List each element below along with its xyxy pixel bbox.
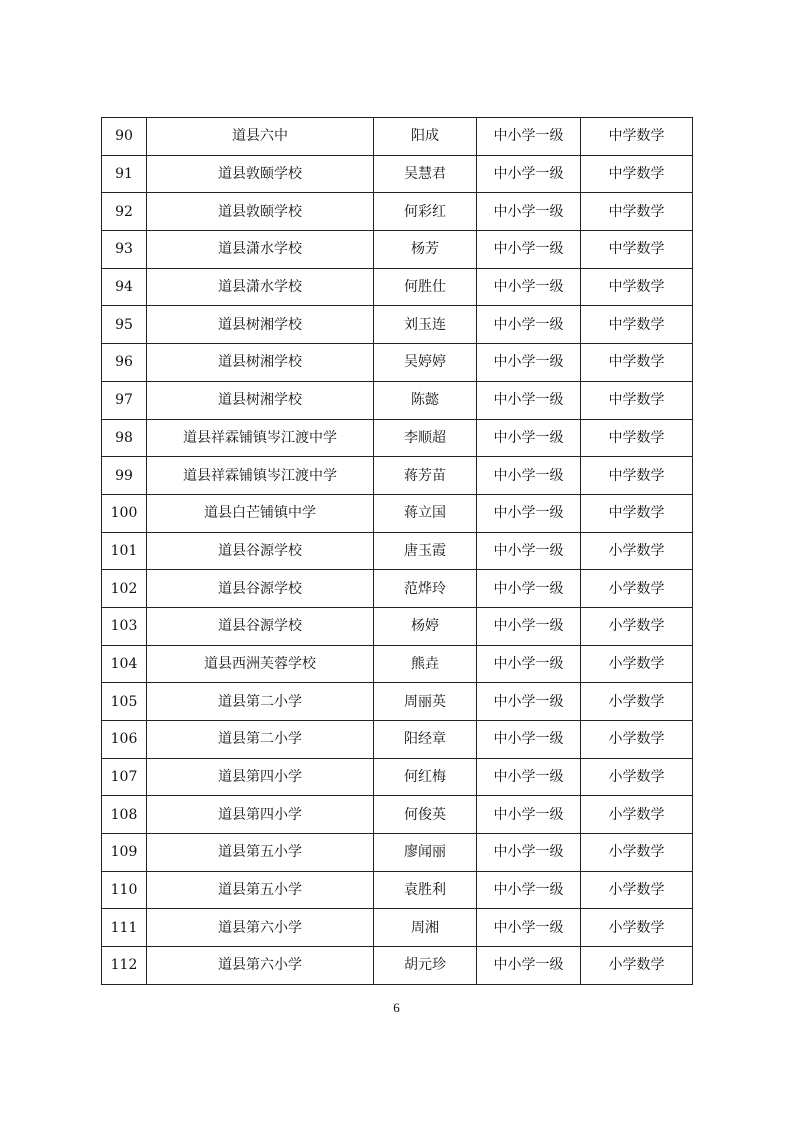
school-cell: 道县谷源学校 (147, 607, 374, 645)
subject-cell: 小学数学 (581, 909, 693, 947)
title-cell: 中小学一级 (477, 344, 581, 382)
row-number-cell: 91 (102, 155, 147, 193)
subject-cell: 小学数学 (581, 645, 693, 683)
title-cell: 中小学一级 (477, 381, 581, 419)
teacher-name-cell: 阳经章 (374, 721, 477, 759)
table-row (102, 457, 693, 495)
subject-cell: 中学数学 (581, 381, 693, 419)
teacher-name-cell: 阳成 (374, 118, 477, 156)
roster-table-body (102, 118, 693, 985)
table-row (102, 645, 693, 683)
school-cell: 道县敦颐学校 (147, 155, 374, 193)
school-cell: 道县西洲芙蓉学校 (147, 645, 374, 683)
title-cell: 中小学一级 (477, 494, 581, 532)
row-number-cell: 99 (102, 457, 147, 495)
school-cell: 道县第四小学 (147, 758, 374, 796)
teacher-name-cell: 杨芳 (374, 231, 477, 269)
row-number-cell: 98 (102, 419, 147, 457)
teacher-name-cell: 吴婷婷 (374, 344, 477, 382)
table-row (102, 494, 693, 532)
title-cell: 中小学一级 (477, 419, 581, 457)
subject-cell: 中学数学 (581, 344, 693, 382)
subject-cell: 小学数学 (581, 758, 693, 796)
teacher-name-cell: 袁胜利 (374, 871, 477, 909)
row-number-cell: 96 (102, 344, 147, 382)
subject-cell: 中学数学 (581, 268, 693, 306)
row-number-cell: 105 (102, 683, 147, 721)
title-cell: 中小学一级 (477, 231, 581, 269)
teacher-name-cell: 何胜仕 (374, 268, 477, 306)
row-number-cell: 107 (102, 758, 147, 796)
subject-cell: 小学数学 (581, 721, 693, 759)
subject-cell: 中学数学 (581, 231, 693, 269)
row-number-cell: 90 (102, 118, 147, 156)
table-row (102, 758, 693, 796)
teacher-name-cell: 周丽英 (374, 683, 477, 721)
teacher-name-cell: 唐玉霞 (374, 532, 477, 570)
school-cell: 道县第六小学 (147, 947, 374, 985)
title-cell: 中小学一级 (477, 721, 581, 759)
teacher-name-cell: 陈懿 (374, 381, 477, 419)
table-row (102, 721, 693, 759)
table-row (102, 306, 693, 344)
subject-cell: 中学数学 (581, 419, 693, 457)
title-cell: 中小学一级 (477, 758, 581, 796)
teacher-name-cell: 刘玉连 (374, 306, 477, 344)
table-row (102, 231, 693, 269)
row-number-cell: 111 (102, 909, 147, 947)
table-row (102, 570, 693, 608)
row-number-cell: 95 (102, 306, 147, 344)
subject-cell: 中学数学 (581, 306, 693, 344)
school-cell: 道县谷源学校 (147, 532, 374, 570)
school-cell: 道县第五小学 (147, 834, 374, 872)
title-cell: 中小学一级 (477, 457, 581, 495)
title-cell: 中小学一级 (477, 909, 581, 947)
teacher-name-cell: 杨婷 (374, 607, 477, 645)
school-cell: 道县潇水学校 (147, 268, 374, 306)
subject-cell: 小学数学 (581, 871, 693, 909)
title-cell: 中小学一级 (477, 947, 581, 985)
subject-cell: 中学数学 (581, 118, 693, 156)
title-cell: 中小学一级 (477, 532, 581, 570)
teacher-name-cell: 廖闻丽 (374, 834, 477, 872)
school-cell: 道县第二小学 (147, 683, 374, 721)
title-cell: 中小学一级 (477, 306, 581, 344)
title-cell: 中小学一级 (477, 871, 581, 909)
table-row (102, 607, 693, 645)
subject-cell: 小学数学 (581, 834, 693, 872)
school-cell: 道县六中 (147, 118, 374, 156)
school-cell: 道县第四小学 (147, 796, 374, 834)
subject-cell: 小学数学 (581, 796, 693, 834)
subject-cell: 中学数学 (581, 457, 693, 495)
row-number-cell: 106 (102, 721, 147, 759)
row-number-cell: 112 (102, 947, 147, 985)
table-row (102, 871, 693, 909)
school-cell: 道县第二小学 (147, 721, 374, 759)
teacher-name-cell: 李顺超 (374, 419, 477, 457)
subject-cell: 小学数学 (581, 607, 693, 645)
teacher-name-cell: 吴慧君 (374, 155, 477, 193)
title-cell: 中小学一级 (477, 796, 581, 834)
row-number-cell: 102 (102, 570, 147, 608)
subject-cell: 小学数学 (581, 947, 693, 985)
subject-cell: 小学数学 (581, 683, 693, 721)
row-number-cell: 108 (102, 796, 147, 834)
school-cell: 道县树湘学校 (147, 306, 374, 344)
table-row (102, 118, 693, 156)
table-row (102, 796, 693, 834)
teacher-name-cell: 范烨玲 (374, 570, 477, 608)
teacher-name-cell: 何红梅 (374, 758, 477, 796)
school-cell: 道县祥霖铺镇岑江渡中学 (147, 457, 374, 495)
table-row (102, 683, 693, 721)
table-row (102, 909, 693, 947)
title-cell: 中小学一级 (477, 268, 581, 306)
row-number-cell: 93 (102, 231, 147, 269)
table-row (102, 344, 693, 382)
table-row (102, 381, 693, 419)
row-number-cell: 97 (102, 381, 147, 419)
table-row (102, 268, 693, 306)
title-cell: 中小学一级 (477, 683, 581, 721)
page-number: 6 (393, 1000, 400, 1015)
school-cell: 道县潇水学校 (147, 231, 374, 269)
table-row (102, 419, 693, 457)
teacher-name-cell: 何彩红 (374, 193, 477, 231)
teacher-name-cell: 蒋芳苗 (374, 457, 477, 495)
table-row (102, 834, 693, 872)
subject-cell: 小学数学 (581, 570, 693, 608)
school-cell: 道县白芒铺镇中学 (147, 494, 374, 532)
row-number-cell: 103 (102, 607, 147, 645)
teacher-name-cell: 胡元珍 (374, 947, 477, 985)
school-cell: 道县第六小学 (147, 909, 374, 947)
subject-cell: 中学数学 (581, 193, 693, 231)
title-cell: 中小学一级 (477, 834, 581, 872)
row-number-cell: 100 (102, 494, 147, 532)
title-cell: 中小学一级 (477, 645, 581, 683)
teacher-name-cell: 熊垚 (374, 645, 477, 683)
subject-cell: 小学数学 (581, 532, 693, 570)
title-cell: 中小学一级 (477, 570, 581, 608)
teacher-name-cell: 何俊英 (374, 796, 477, 834)
title-cell: 中小学一级 (477, 155, 581, 193)
title-cell: 中小学一级 (477, 607, 581, 645)
table-row (102, 155, 693, 193)
row-number-cell: 101 (102, 532, 147, 570)
school-cell: 道县第五小学 (147, 871, 374, 909)
title-cell: 中小学一级 (477, 193, 581, 231)
subject-cell: 中学数学 (581, 494, 693, 532)
row-number-cell: 92 (102, 193, 147, 231)
table-row (102, 532, 693, 570)
row-number-cell: 109 (102, 834, 147, 872)
school-cell: 道县敦颐学校 (147, 193, 374, 231)
row-number-cell: 94 (102, 268, 147, 306)
table-row (102, 193, 693, 231)
row-number-cell: 104 (102, 645, 147, 683)
school-cell: 道县树湘学校 (147, 381, 374, 419)
row-number-cell: 110 (102, 871, 147, 909)
table-row (102, 947, 693, 985)
school-cell: 道县谷源学校 (147, 570, 374, 608)
teacher-name-cell: 蒋立国 (374, 494, 477, 532)
title-cell: 中小学一级 (477, 118, 581, 156)
roster-table (101, 117, 693, 985)
subject-cell: 中学数学 (581, 155, 693, 193)
school-cell: 道县树湘学校 (147, 344, 374, 382)
teacher-name-cell: 周湘 (374, 909, 477, 947)
school-cell: 道县祥霖铺镇岑江渡中学 (147, 419, 374, 457)
